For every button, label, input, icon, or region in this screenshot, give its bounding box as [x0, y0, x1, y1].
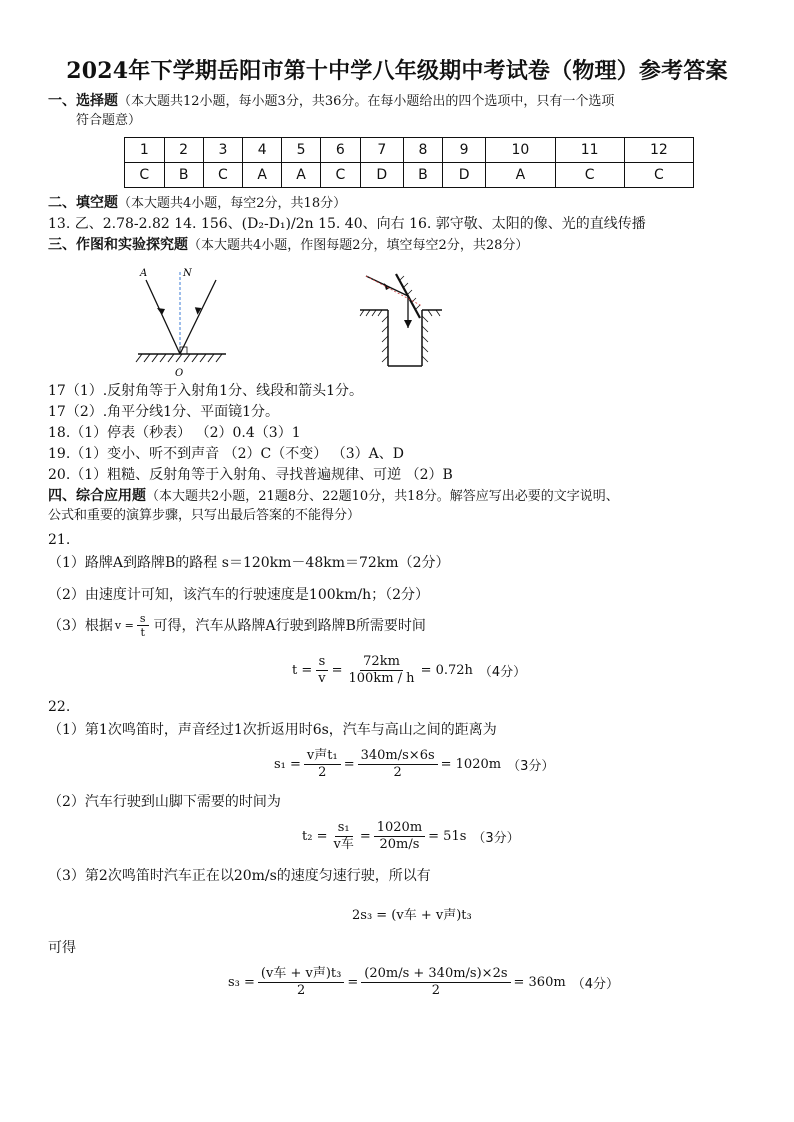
section2-heading: 二、填空题: [48, 195, 118, 211]
table-cell: 8: [403, 138, 442, 163]
q22-line4: 可得: [48, 940, 76, 956]
eq-result: = 51s: [428, 829, 467, 844]
q22-line2: （2）汽车行驶到山脚下需要的时间为: [48, 794, 281, 810]
table-cell: 10: [486, 138, 555, 163]
table-cell: A: [486, 163, 555, 188]
table-cell: C: [624, 163, 693, 188]
formula-speed: [115, 612, 152, 639]
label-n: N: [183, 268, 192, 279]
frac-num: s: [316, 654, 329, 671]
eq-result: = 360m: [513, 975, 566, 990]
frac-den: v车: [333, 837, 354, 852]
eq-mark: （4分）: [478, 665, 527, 680]
frac-den: 2: [431, 983, 441, 998]
table-cell: 12: [624, 138, 693, 163]
fraction: [137, 612, 149, 639]
table-cell: A: [282, 163, 321, 188]
table-cell: 11: [555, 138, 624, 163]
q21-label: 21.: [48, 532, 71, 548]
table-cell: 3: [203, 138, 243, 163]
table-cell: 6: [321, 138, 361, 163]
table-cell: C: [555, 163, 624, 188]
eq-lhs: t =: [292, 663, 313, 678]
eq-result: = 0.72h: [420, 663, 473, 678]
q22-equation-3: 2s₃ = (v车 + v声)t₃: [352, 908, 472, 923]
fraction: [330, 820, 356, 853]
eq-result: = 1020m: [440, 757, 502, 772]
eq-lhs: s₃ =: [228, 975, 255, 990]
table-cell: C: [125, 163, 165, 188]
frac-num: s₁: [335, 820, 353, 837]
q21-line3: [48, 612, 426, 639]
fraction: [315, 654, 328, 687]
table-cell: C: [321, 163, 361, 188]
frac-num: 1020m: [374, 820, 425, 837]
section4-header: [48, 486, 619, 507]
section4-desc-2: 公式和重要的演算步骤，只写出最后答案的不能得分）: [48, 508, 361, 523]
frac-num: 72km: [360, 654, 403, 671]
table-cell: 1: [125, 138, 165, 163]
eq-lhs: s₁ =: [274, 757, 301, 772]
frac-den: v: [318, 671, 326, 686]
section1-desc: （本大题共12小题，每小题3分，共36分。在每小题给出的四个选项中，只有一个选项: [118, 94, 615, 109]
fraction: [304, 748, 341, 781]
section2-header: [48, 193, 346, 214]
reflection-diagram: [132, 262, 232, 380]
table-cell: B: [403, 163, 442, 188]
answer-18: 18.（1）停表（秒表） （2）0.4（3）1: [48, 425, 301, 441]
frac-den: 2: [393, 765, 402, 780]
formula-v: v =: [114, 618, 134, 632]
frac-num: v声t₁: [304, 748, 341, 765]
q21-line1: （1）路牌A到路牌B的路程 s＝120km－48km＝72km（2分）: [48, 555, 450, 571]
frac-num: (v车 + v声)t₃: [258, 966, 344, 983]
section1-desc-2: 符合题意）: [76, 113, 142, 128]
frac-den: t: [140, 626, 145, 639]
section4-heading: 四、综合应用题: [48, 488, 146, 504]
frac-num: 340m/s×6s: [358, 748, 438, 765]
section2-desc: （本大题共4小题，每空2分，共18分）: [118, 196, 347, 211]
answer-19: 19.（1）变小、听不到声音 （2）C（不变） （3）A、D: [48, 446, 404, 462]
answer-20: 20.（1）粗糙、反射角等于入射角、寻找普遍规律、可逆 （2）B: [48, 467, 453, 483]
q21-line3-pre: （3）根据: [48, 617, 113, 634]
label-a: A: [140, 268, 148, 279]
answer-table: [124, 137, 694, 188]
table-cell: 9: [442, 138, 485, 163]
section3-heading: 三、作图和实验探究题: [48, 237, 188, 253]
table-cell: D: [360, 163, 403, 188]
section1-header: [48, 91, 614, 112]
fraction: [361, 966, 510, 999]
q22-label: 22.: [48, 699, 71, 715]
answer-table-answers: [125, 163, 694, 188]
label-o: O: [175, 368, 184, 379]
q22-equation-1: s₁ = $\frac{\text{v声t₁}}{2}$ = $\frac{340m/s\times 6s}{2}$ = 1020m （3分）: [274, 748, 555, 780]
fraction: [258, 966, 344, 999]
table-cell: 5: [282, 138, 321, 163]
table-cell: B: [164, 163, 203, 188]
frac-den: 100km / h: [348, 671, 415, 686]
well-mirror-diagram: [356, 262, 446, 374]
q21-line3-post: 可得，汽车从路牌A行驶到路牌B所需要时间: [153, 617, 426, 634]
table-cell: D: [442, 163, 485, 188]
fraction: [346, 654, 418, 687]
table-cell: 7: [360, 138, 403, 163]
q22-equation-2: t₂ = $\frac{\text{s₁}}{\text{v车}}$ = $\frac{1020m}{20m/s}$ = 51s （3分）: [302, 820, 520, 852]
q22-line3: （3）第2次鸣笛时汽车正在以20m/s的速度匀速行驶，所以有: [48, 868, 431, 884]
answer-17-2: 17（2）.角平分线1分、平面镜1分。: [48, 404, 279, 420]
section1-heading: 一、选择题: [48, 93, 118, 109]
eq-lhs: t₂ =: [302, 829, 328, 844]
fraction: [374, 820, 425, 853]
page-title: 2024年下学期岳阳市第十中学八年级期中考试卷（物理）参考答案: [66, 58, 728, 84]
frac-num: (20m/s + 340m/s)×2s: [361, 966, 510, 983]
table-cell: 2: [164, 138, 203, 163]
section3-header: [48, 235, 528, 256]
table-cell: 4: [243, 138, 282, 163]
frac-den: 2: [297, 983, 306, 998]
frac-den: 20m/s: [379, 837, 420, 852]
frac-num: s: [137, 612, 149, 626]
answer-table-numbers: [125, 138, 694, 163]
q21-equation: t = $\frac{s}{v}$ = $\frac{72km}{100km / h}$ = 0.72h （4分）: [292, 654, 527, 686]
q22-line1: （1）第1次鸣笛时，声音经过1次折返用时6s，汽车与高山之间的距离为: [48, 722, 497, 738]
answer-17-1: 17（1）.反射角等于入射角1分、线段和箭头1分。: [48, 383, 363, 399]
fraction: [358, 748, 438, 781]
section3-desc: （本大题共4小题，作图每题2分，填空每空2分，共28分）: [188, 238, 529, 253]
eq-mark: （3分）: [472, 831, 520, 846]
q22-equation-4: s₃ = $\frac{\text{(v车 + v声)t₃}}{2}$ = $\frac{(20m/s + 340m/s)\times 2s}{2}$ = 360m （4分）: [228, 966, 619, 998]
section2-answers: 13. 乙、2.78-2.82 14. 156、(D₂-D₁)/2n 15. 40、向右 16. 郭守敬、太阳的像、光的直线传播: [48, 216, 646, 232]
section4-desc: （本大题共2小题，21题8分、22题10分，共18分。解答应写出必要的文字说明、: [146, 489, 619, 504]
table-cell: A: [243, 163, 282, 188]
frac-den: 2: [318, 765, 327, 780]
eq-mark: （4分）: [571, 977, 619, 992]
table-cell: C: [203, 163, 243, 188]
q21-line2: （2）由速度计可知，该汽车的行驶速度是100km/h；（2分）: [48, 587, 430, 603]
eq-mark: （3分）: [507, 759, 555, 774]
